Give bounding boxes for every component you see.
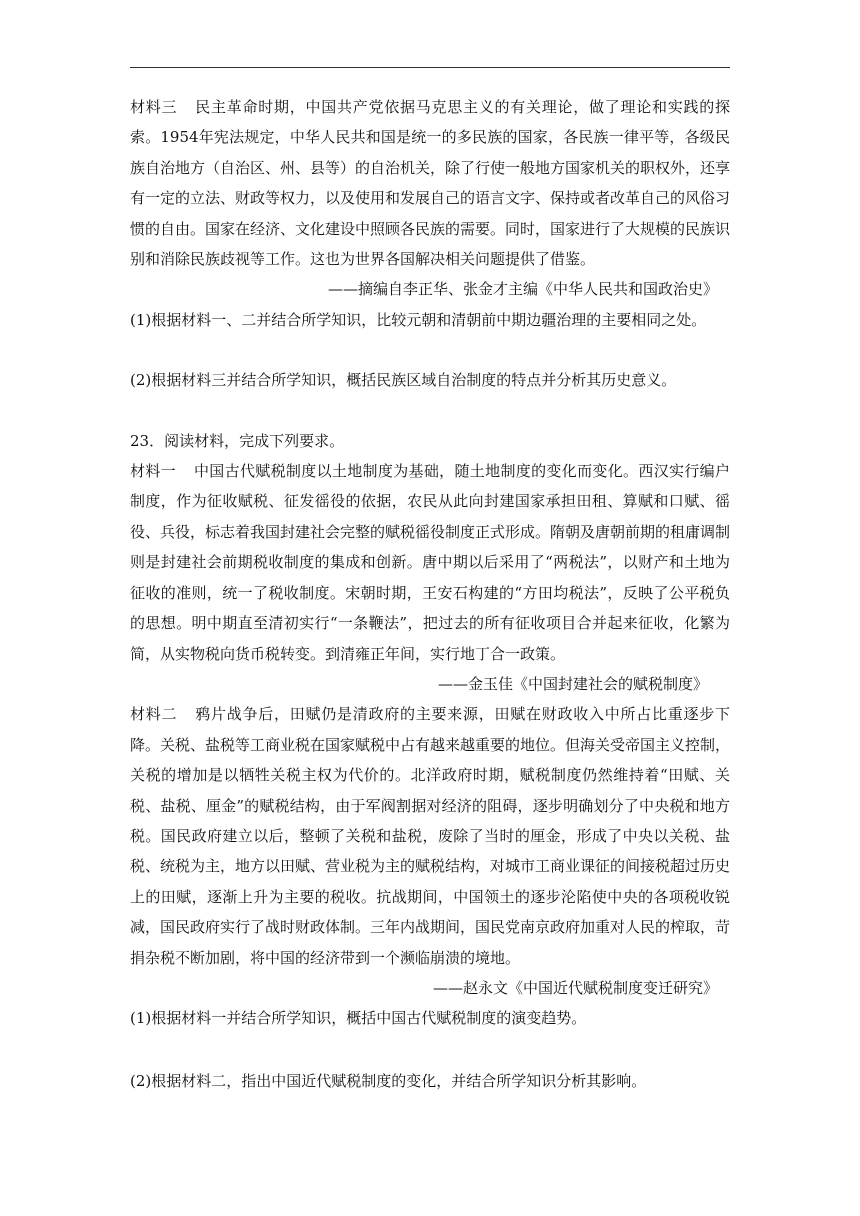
header-rule bbox=[130, 67, 730, 68]
q23-sub2: (2)根据材料二，指出中国近代赋税制度的变化，并结合所学知识分析其影响。 bbox=[130, 1071, 647, 1090]
material3-text: 民主革命时期，中国共产党依据马克思主义的有关理论，做了理论和实践的探索。1954年宪法规定，中华人民共和国是统一的多民族的国家，各民族一律平等，各级民族自治地方（自治区、州、县等）的自治机关，除了行使一般地方国家机关的职权外，还享有一定的立法、财政等权力，以及使用和发展自己的语言文字、保持或者改革自己的风俗习惯的自由。国家在经济、文化建设中照顾各民族的需要。同时，国家进行了大规模的民族识别和消除民族歧视等工作。这也为世界各国解决相关问题提供了借鉴。 bbox=[130, 98, 731, 269]
q23-heading: 23．阅读材料，完成下列要求。 bbox=[130, 431, 345, 450]
q23-sub1: (1)根据材料一并结合所学知识，概括中国古代赋税制度的演变趋势。 bbox=[130, 1009, 587, 1028]
q23-material2-paragraph bbox=[130, 699, 730, 973]
material3-paragraph bbox=[130, 92, 730, 274]
material3-source: ——摘编自李正华、张金才主编《中华人民共和国政治史》 bbox=[327, 280, 718, 299]
q23-material2-label: 材料二 bbox=[130, 705, 178, 724]
q22-sub1: (1)根据材料一、二并结合所学知识，比较元朝和清朝前中期边疆治理的主要相同之处。 bbox=[130, 310, 707, 329]
q23-material2-source: ——赵永文《中国近代赋税制度变迁研究》 bbox=[432, 978, 718, 997]
q23-material1-label: 材料一 bbox=[130, 462, 176, 481]
q23-material1-paragraph bbox=[130, 456, 730, 669]
exam-page bbox=[130, 92, 730, 1096]
q23-material1-source: ——金玉佳《中国封建社会的赋税制度》 bbox=[437, 674, 708, 693]
material3-label: 材料三 bbox=[130, 98, 178, 116]
q22-sub2: (2)根据材料三并结合所学知识，概括民族区域自治制度的特点并分析其历史意义。 bbox=[130, 371, 677, 390]
q23-material2-text: 鸦片战争后，田赋仍是清政府的主要来源，田赋在财政收入中所占比重逐步下降。关税、盐税等工商业税在国家赋税中占有越来越重要的地位。但海关受帝国主义控制，关税的增加是以牺牲关税主权为代价的。北洋政府时期，赋税制度仍然维持着“田赋、关税、盐税、厘金”的赋税结构，由于军阀割据对经济的阻碍，逐步明确划分了中央税和地方税。国民政府建立以后，整顿了关税和盐税，废除了当时的厘金，形成了中央以关税、盐税、统税为主，地方以田赋、营业税为主的赋税结构，对城市工商业课征的间接税超过历史上的田赋，逐渐上升为主要的税收。抗战期间，中国领土的逐步沦陷使中央的各项税收锐减，国民政府实行了战时财政体制。三年内战期间，国民党南京政府加重对人民的榨取，苛捐杂税不断加剧，将中国的经济带到一个濒临崩溃的境地。 bbox=[130, 705, 731, 967]
q23-material1-text: 中国古代赋税制度以土地制度为基础，随土地制度的变化而变化。西汉实行编户制度，作为征收赋税、征发徭役的依据，农民从此向封建国家承担田租、算赋和口赋、徭役、兵役，标志着我国封建社会完整的赋税徭役制度正式形成。隋朝及唐朝前期的租庸调制则是封建社会前期税收制度的集成和创新。唐中期以后采用了“两税法”，以财产和土地为征收的准则，统一了税收制度。宋朝时期，王安石构建的“方田均税法”，反映了公平税负的思想。明中期直至清初实行“一条鞭法”，把过去的所有征收项目合并起来征收，化繁为简，从实物税向货币税转变。到清雍正年间，实行地丁合一政策。 bbox=[130, 462, 731, 663]
